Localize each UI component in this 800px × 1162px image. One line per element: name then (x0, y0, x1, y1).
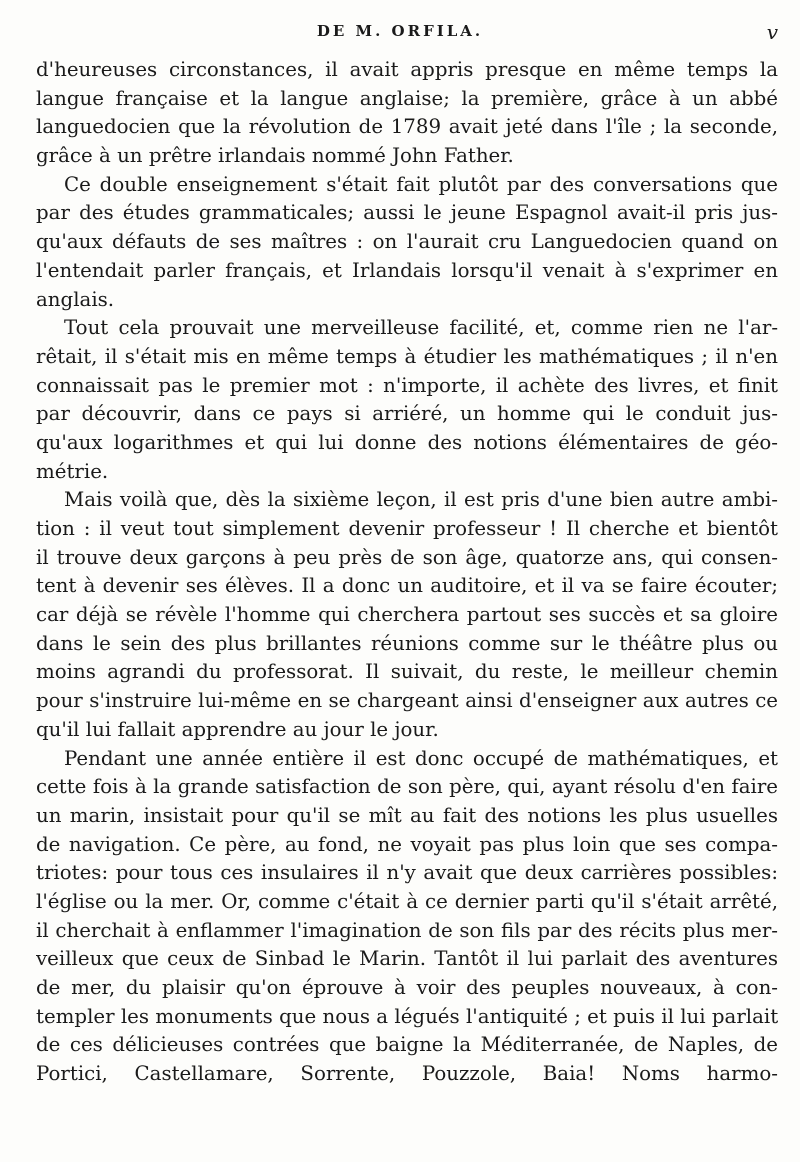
page-number: v (766, 20, 778, 44)
text-line: de navigation. Ce père, au fond, ne voyait pas plus loin que ses compa- (36, 832, 778, 856)
text-line: qu'aux logarithmes et qui lui donne des notions élémentaires de géo- (36, 430, 778, 454)
text-line: de mer, du plaisir qu'on éprouve à voir des peuples nouveaux, à con- (36, 976, 778, 999)
text-line: car déjà se révèle l'homme qui cherchera partout ses succès et sa gloire (36, 603, 778, 627)
text-line: Portici, Castellamare, Sorrente, Pouzzole, Baia! Noms harmo- (36, 1062, 778, 1086)
running-title: DE M. ORFILA. (316, 22, 484, 40)
text-line: métrie. (36, 459, 109, 483)
text-line: moins agrandi du professorat. Il suivait, du reste, le meilleur chemin (36, 660, 778, 684)
text-line: il cherchait à enflammer l'imagination de son fils par des récits plus mer- (36, 918, 778, 942)
text-line: par des études grammaticales; aussi le jeune Espagnol avait-il pris jus- (36, 201, 778, 225)
text-line: dans le sein des plus brillantes réunions comme sur le théâtre plus ou (36, 631, 778, 655)
text-line: un marin, insistait pour qu'il se mît au fait des notions les plus usuelles (36, 803, 778, 827)
text-line: rêtait, il s'était mis en même temps à étudier les mathématiques ; il n'en (36, 344, 778, 368)
text-line: templer les monuments que nous a légués l'antiquité ; et puis il lui parlait (36, 1004, 778, 1028)
text-line: l'entendait parler français, et Irlandais lorsqu'il venait à s'exprimer en (36, 258, 778, 282)
text-line: veilleux que ceux de Sinbad le Marin. Tantôt il lui parlait des aventures (36, 947, 778, 971)
text-line: Pendant une année entière il est donc occupé de mathématiques, et (64, 746, 778, 770)
text-line: qu'aux défauts de ses maîtres : on l'aurait cru Languedocien quand on (36, 230, 778, 254)
text-line: Ce double enseignement s'était fait plutôt par des conversations que (64, 172, 778, 196)
text-line: l'église ou la mer. Or, comme c'était à ce dernier parti qu'il s'était arrêté, (36, 889, 778, 913)
text-line: cette fois à la grande satisfaction de son père, qui, ayant résolu d'en faire (36, 775, 778, 799)
text-line: anglais. (36, 287, 115, 311)
text-line: de ces délicieuses contrées que baigne la Méditerranée, de Naples, de (36, 1033, 778, 1057)
text-line: triotes: pour tous ces insulaires il n'y avait que deux carrières possibles: (36, 861, 778, 885)
text-line: connaissait pas le premier mot : n'importe, il achète des livres, et finit (36, 373, 778, 397)
text-line: Tout cela prouvait une merveilleuse facilité, et, comme rien ne l'ar- (64, 316, 778, 340)
text-line: d'heureuses circonstances, il avait appris presque en même temps la (36, 58, 778, 81)
text-line: par découvrir, dans ce pays si arriéré, un homme qui le conduit jus- (36, 402, 778, 426)
body-text (36, 56, 778, 1089)
text-line: il trouve deux garçons à peu près de son âge, quatorze ans, qui consen- (36, 545, 778, 569)
text-line: tent à devenir ses élèves. Il a donc un auditoire, et il va se faire écouter; (36, 574, 778, 598)
text-line: qu'il lui fallait apprendre au jour le jour. (36, 717, 439, 741)
text-line: grâce à un prêtre irlandais nommé John Father. (36, 144, 514, 168)
text-line: tion : il veut tout simplement devenir professeur ! Il cherche et bientôt (36, 517, 778, 540)
page-header (0, 22, 800, 48)
text-line: langue française et la langue anglaise; la première, grâce à un abbé (36, 86, 778, 110)
text-line: languedocien que la révolution de 1789 avait jeté dans l'île ; la seconde, (36, 115, 778, 139)
text-line: pour s'instruire lui-même en se chargeant ainsi d'enseigner aux autres ce (36, 689, 778, 713)
text-line: Mais voilà que, dès la sixième leçon, il est pris d'une bien autre ambi- (64, 488, 778, 512)
